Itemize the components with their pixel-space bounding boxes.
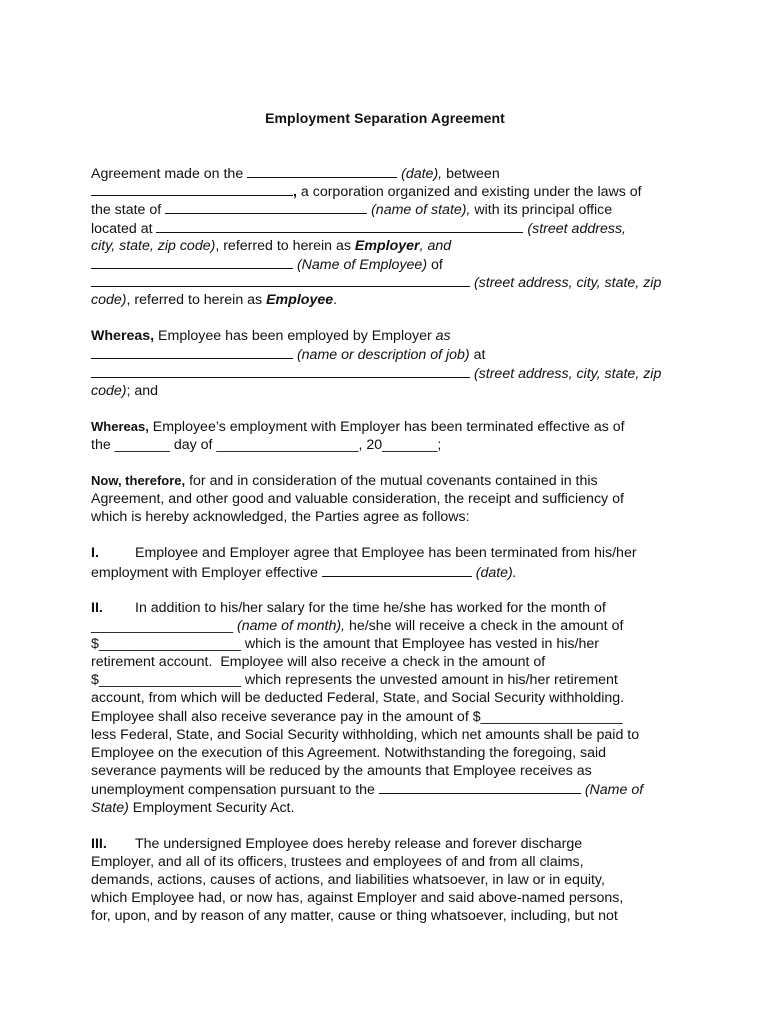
employee-address-blank[interactable] — [91, 273, 470, 287]
address-hint: (street address, city, state, zip — [470, 365, 662, 382]
text-line — [91, 327, 691, 345]
state-hint: (Name of — [580, 782, 644, 799]
section-number: III. — [91, 835, 107, 852]
month-hint: (name of month), — [233, 617, 346, 634]
text-run: Employment Security Act. — [128, 799, 295, 816]
state-hint: (name of state), — [367, 202, 471, 219]
text-line: demands, actions, causes of actions, and liabilities whatsoever, in law or in equity, — [91, 871, 605, 888]
text-line — [91, 291, 691, 309]
text-line — [91, 780, 691, 798]
text-run: unemployment compensation pursuant to the — [91, 782, 379, 799]
corporation-blank[interactable] — [91, 182, 293, 196]
now-therefore-label: Now, therefore, — [91, 473, 186, 489]
text-line: Employer, and all of its officers, trustees and employees of and from all claims, — [91, 853, 584, 870]
text-run: Employee’s employment with Employer has been terminated effective as of — [148, 418, 625, 435]
now-therefore-paragraph — [91, 472, 691, 527]
text-run: , referred to herein as — [126, 292, 267, 309]
text-line: Employee on the execution of this Agreement. Notwithstanding the foregoing, said — [91, 745, 607, 762]
month-blank[interactable]: __________________ — [91, 617, 234, 634]
text-line: retirement account. Employee will also receive a check in the amount of — [91, 654, 546, 671]
text-line: $__________________ which represents the unvested amount in his/her retirement — [91, 672, 618, 689]
text-run: . — [333, 292, 338, 309]
date-hint: (date) — [471, 564, 513, 581]
text-line: Employee shall also receive severance pay in the amount of $__________________ — [91, 708, 623, 725]
text-run: he/she will receive a check in the amount of — [345, 617, 624, 634]
address-hint: (street address, — [523, 220, 626, 237]
text-run: as — [435, 328, 451, 345]
state-act-blank[interactable] — [379, 780, 581, 794]
text-line — [91, 472, 691, 490]
termination-date-blank[interactable] — [322, 563, 472, 577]
text-run: at — [469, 347, 486, 364]
employee-name-hint: (Name of Employee) — [293, 256, 428, 273]
text-line: Agreement, and other good and valuable consideration, the receipt and sufficiency of — [91, 491, 624, 508]
text-line — [91, 164, 691, 182]
document-title: Employment Separation Agreement — [265, 110, 505, 126]
text-run: , and — [419, 237, 452, 254]
job-blank[interactable] — [91, 345, 293, 359]
document-body — [91, 164, 691, 926]
text-run: . — [512, 564, 517, 581]
text-line — [91, 200, 691, 218]
text-line — [91, 273, 691, 291]
text-line — [91, 255, 691, 273]
text-line — [91, 599, 691, 617]
section-number: I. — [91, 545, 99, 562]
text-line — [91, 364, 691, 382]
text-run: Agreement made on the — [91, 166, 248, 182]
text-line — [91, 382, 691, 400]
section-number: II. — [91, 599, 103, 616]
text-run: Employee and Employer agree that Employee has been terminated from his/her — [135, 545, 637, 562]
text-line: less Federal, State, and Social Security withholding, which net amounts shall be paid to — [91, 726, 640, 743]
text-line — [91, 617, 691, 635]
text-run: ; and — [126, 382, 159, 399]
text-line — [91, 799, 691, 817]
text-line — [91, 544, 691, 562]
text-line: for, upon, and by reason of any matter, cause or thing whatsoever, including, but not — [91, 908, 618, 925]
text-run: , referred to herein as — [215, 237, 355, 254]
address-hint: city, state, zip code) — [91, 237, 216, 254]
address-hint: code) — [91, 292, 127, 309]
state-blank[interactable] — [165, 200, 367, 214]
date-blank[interactable] — [247, 164, 397, 178]
text-run: The undersigned Employee does hereby release and forever discharge — [135, 835, 583, 852]
text-line: account, from which will be deducted Federal, State, and Social Security withholding. — [91, 690, 625, 707]
employee-term: Employee — [266, 292, 334, 309]
text-run: located at — [91, 220, 157, 237]
text-run: employment with Employer effective — [91, 564, 322, 581]
text-line: , a corporation organized and existing under the laws of — [91, 182, 691, 200]
text-run: the state of — [91, 202, 166, 219]
text-line — [91, 563, 691, 581]
whereas-label: Whereas, — [91, 418, 149, 434]
text-run: In addition to his/her salary for the time he/she has worked for the month of — [135, 599, 606, 616]
text-line — [91, 219, 691, 237]
whereas-termination-paragraph — [91, 418, 691, 454]
date-hint: (date), — [397, 166, 443, 182]
whereas-employment-paragraph — [91, 327, 691, 400]
employer-address-blank[interactable] — [156, 219, 523, 233]
text-line — [91, 237, 691, 255]
text-line: which is hereby acknowledged, the Parties agree as follows: — [91, 509, 470, 526]
text-run: of — [427, 256, 443, 273]
text-run: for and in consideration of the mutual covenants contained in this — [185, 473, 598, 490]
whereas-label: Whereas, — [91, 328, 155, 345]
text-run: Employee has been employed by Employer — [154, 328, 436, 345]
text-run: a corporation organized and existing under the laws of — [296, 184, 642, 201]
state-hint: State) — [91, 799, 129, 816]
section-ii — [91, 599, 691, 817]
address-hint: (street address, city, state, zip — [470, 275, 662, 292]
text-line: severance payments will be reduced by the amounts that Employee receives as — [91, 763, 592, 780]
text-line — [91, 835, 691, 853]
address-hint: code) — [91, 382, 127, 399]
employer-term: Employer — [354, 237, 420, 254]
job-hint: (name or description of job) — [293, 347, 470, 364]
employee-name-blank[interactable] — [91, 255, 293, 269]
text-run: with its principal office — [470, 202, 613, 219]
text-line: which Employee had, or now has, against Employer and said above-named persons, — [91, 890, 624, 907]
text-line: the _______ day of __________________, 20_______; — [91, 437, 442, 454]
job-address-blank[interactable] — [91, 364, 470, 378]
text-line: $__________________ which is the amount that Employee has vested in his/her — [91, 635, 599, 652]
section-i — [91, 544, 691, 580]
text-run: between — [442, 166, 500, 182]
text-line — [91, 418, 691, 436]
agreement-paragraph — [91, 164, 691, 310]
text-line — [91, 345, 691, 363]
section-iii — [91, 835, 691, 926]
